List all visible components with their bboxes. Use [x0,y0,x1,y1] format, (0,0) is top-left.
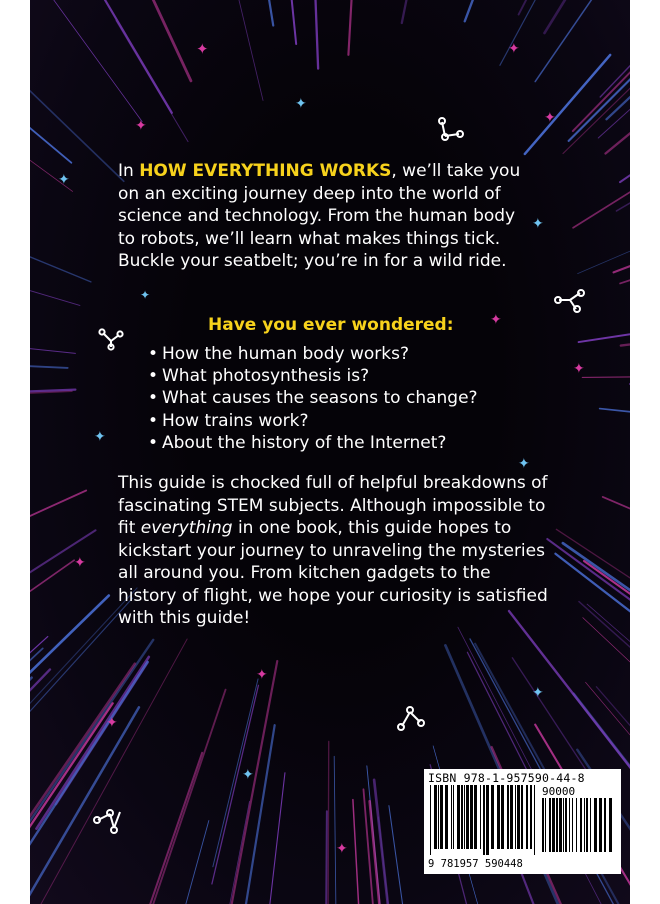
speed-ray [465,0,562,21]
barcode-bar [590,798,591,852]
speed-ray [519,0,630,15]
speed-ray [237,0,296,44]
intro-lead: In [118,161,140,181]
book-title-highlight: HOW EVERYTHING WORKS [139,161,392,181]
barcode-bar [461,785,463,849]
barcode-bar [594,798,597,852]
speed-ray [582,376,630,377]
barcode-bar [480,785,481,849]
barcode-bar [563,798,564,852]
star-icon: ✦ [74,555,86,571]
isbn-digits: 9 781957 590448 [428,858,523,870]
barcode-bar [549,798,551,852]
speed-ray [269,773,285,904]
barcode-bar [483,785,485,855]
speed-ray [30,560,74,838]
barcode-bar [542,798,544,852]
questions-heading: Have you ever wondered: [208,315,454,335]
speed-ray [148,753,202,904]
barcode-bar [515,785,516,849]
barcode-bar [559,798,562,852]
guide-text-after: in one book, this guide hopes to kickstart your journey to unraveling the mysteries all around you. From kitchen gadgets to the history of flight, we hope your curiosity is satisfied with this guide! [118,518,548,628]
speed-ray [620,0,630,182]
price-barcode-bars [542,798,616,868]
speed-ray [348,0,365,55]
speed-ray [535,0,630,82]
speed-ray [212,685,259,884]
isbn-barcode [424,769,621,874]
star-icon: ✦ [336,841,348,857]
speed-ray [30,637,48,904]
star-icon: ✦ [518,456,530,472]
speed-ray [185,0,273,25]
speed-ray [325,811,327,904]
star-icon: ✦ [106,715,118,731]
barcode-bar [599,798,602,852]
intro-rest: , we’ll take you on an exciting journey deep into the world of science and technology. From the human body to robots, we’ll learn what makes things tick. Buckle your seatbelt; you’re in for a wild ride. [118,161,521,271]
star-icon: ✦ [256,667,268,683]
molecule-icon [436,116,466,144]
speed-ray [402,0,495,23]
price-code: 90000 [542,785,576,798]
speed-ray [579,602,630,752]
barcode-bar [453,785,454,849]
barcode-bar [430,785,431,855]
speed-ray [334,756,336,904]
barcode-bar [534,785,535,855]
barcode-bar [434,785,437,849]
star-icon: ✦ [140,288,151,302]
barcode-bar [440,785,443,849]
barcode-bar [474,785,477,849]
barcode-bar [445,785,448,849]
star-icon: ✦ [135,118,147,134]
barcode-bar [470,785,473,849]
star-icon: ✦ [295,96,307,112]
barcode-bar [497,785,500,849]
intro-paragraph [118,160,528,273]
speed-ray [30,0,73,191]
list-item: • About the history of the Internet? [148,432,548,454]
speed-ray [569,0,630,141]
barcode-bar [451,785,452,849]
speed-ray [36,657,148,829]
barcode-bar [507,785,509,849]
barcode-bar [565,798,567,852]
speed-ray [606,0,630,119]
star-icon: ✦ [532,685,544,701]
list-item: • What photosynthesis is? [148,365,548,387]
speed-ray [30,324,75,354]
star-icon: ✦ [242,767,254,783]
barcode-bar [486,785,489,855]
list-item: • What causes the seasons to change? [148,387,548,409]
molecule-icon [98,327,124,351]
barcode-bar [438,785,439,849]
list-item: • How trains work? [148,410,548,432]
speed-ray [555,554,630,634]
speed-ray [30,14,124,181]
star-icon: ✦ [532,216,544,232]
barcode-bar [457,785,460,849]
barcode-bars [430,785,538,865]
guide-paragraph [118,472,548,630]
barcode-bar [510,785,513,849]
star-icon: ✦ [544,110,556,126]
speed-ray [204,0,263,100]
guide-emphasis: everything [140,518,233,538]
star-icon: ✦ [58,172,70,188]
barcode-bar [526,785,528,849]
speed-ray [30,391,72,401]
barcode-bar [521,785,523,849]
barcode-bar [576,798,577,852]
molecule-icon [396,704,426,734]
star-icon: ✦ [196,40,209,58]
barcode-bar [604,798,606,852]
speed-ray [103,690,226,904]
barcode-bar [530,785,532,849]
molecule-icon [92,806,126,836]
speed-ray [30,183,91,282]
barcode-bar [491,785,494,849]
speed-ray [579,318,630,342]
barcode-bar [464,785,465,849]
barcode-bar [586,798,588,852]
list-item: • How the human body works? [148,343,548,365]
speed-ray [30,0,142,122]
speed-ray [30,662,148,904]
questions-list [148,343,548,454]
barcode-bar [569,798,570,852]
barcode-bar [580,798,582,852]
star-icon: ✦ [508,41,520,57]
speed-ray [235,725,274,904]
barcode-bar [609,798,612,852]
barcode-bar [466,785,469,849]
speed-ray [600,409,630,436]
barcode-bar [552,798,555,852]
speed-ray [30,596,109,782]
speed-ray [547,539,630,720]
isbn-label: ISBN 978-1-957590-44-8 [428,771,585,785]
barcode-bar [545,798,546,852]
speed-ray [308,0,318,69]
speed-ray [30,0,172,113]
speed-ray [525,55,610,154]
speed-ray [164,801,249,904]
barcode-bar [517,785,520,849]
speed-ray [621,329,630,346]
barcode-bar [572,798,573,852]
star-icon: ✦ [94,429,106,445]
guide-text-before: This guide is chocked full of helpful breakdowns of fascinating STEM subjects. Although impossible to fit [118,473,548,538]
speed-ray [30,0,71,163]
barcode-bar [584,798,585,852]
molecule-icon [554,288,586,314]
star-icon: ✦ [490,312,502,328]
barcode-bar [556,798,558,852]
barcode-bar [501,785,504,849]
back-cover [30,0,630,904]
star-icon: ✦ [573,361,585,377]
